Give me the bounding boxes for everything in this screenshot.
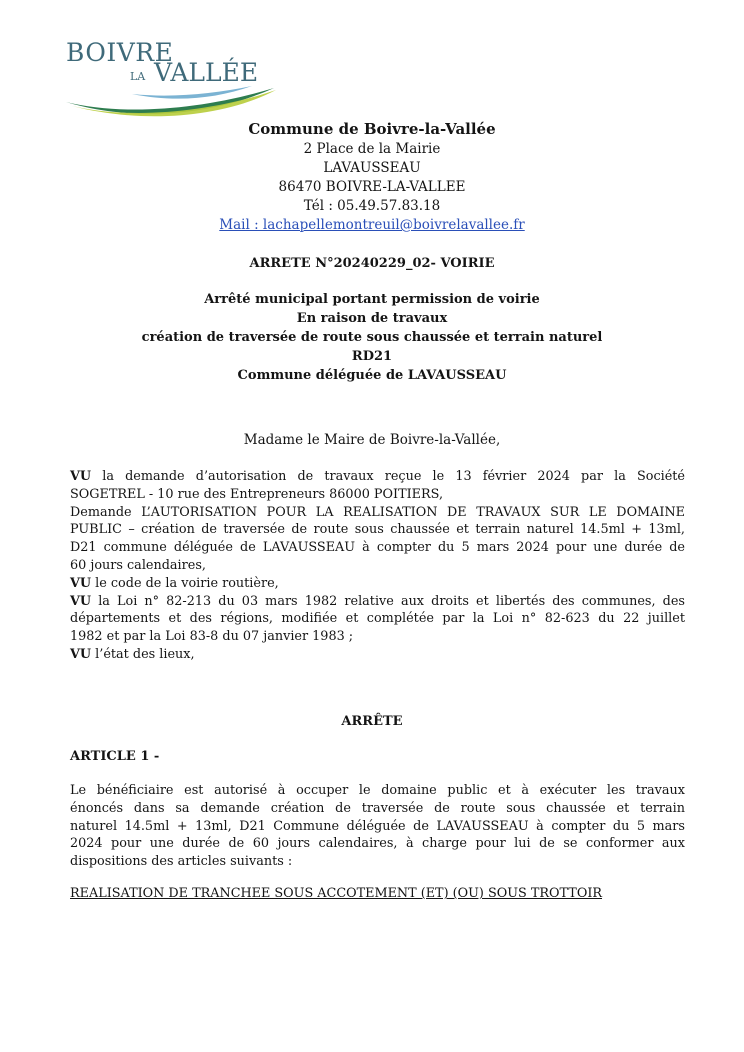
- article-1-heading: ARTICLE 1 -: [70, 749, 160, 764]
- visa-line: PUBLIC – création de traversée de route sous chaussée et terrain naturel 14.5ml + 13ml,: [70, 522, 685, 538]
- title-line-4: RD21: [351, 349, 393, 364]
- visa-line: [70, 646, 685, 664]
- phone-number: Tél : 05.49.57.83.18: [303, 198, 441, 214]
- article-line: dispositions des articles suivants :: [70, 854, 293, 870]
- visa-line: [70, 575, 685, 593]
- address-postcode: 86470 BOIVRE-LA-VALLEE: [278, 179, 466, 195]
- article-line: naturel 14.5ml + 13ml, D21 Commune déléguée de LAVAUSSEAU à compter du 5 mars: [70, 818, 685, 834]
- logo-word-vallee: VALLÉE: [154, 58, 259, 87]
- title-line-2: En raison de travaux: [296, 311, 448, 326]
- article-line: énoncés dans sa demande création de traversée de route sous chaussée et terrain: [70, 800, 685, 816]
- visa-text: le code de la voirie routière,: [91, 575, 279, 591]
- arrete-heading: ARRÊTE: [341, 714, 403, 729]
- vu-label: VU: [70, 646, 92, 662]
- arrete-number: ARRETE N°20240229_02- VOIRIE: [249, 256, 495, 271]
- address-street: 2 Place de la Mairie: [303, 141, 441, 157]
- logo-word-la: LA: [130, 70, 146, 83]
- logo-word-boivre: BOIVRE: [66, 38, 174, 67]
- visa-line: [70, 468, 685, 486]
- commune-logo: [62, 36, 282, 118]
- address-locality: LAVAUSSEAU: [323, 160, 421, 176]
- visa-text: la demande d’autorisation de travaux reçue le 13 février 2024 par la Société: [91, 469, 685, 484]
- visa-line: 60 jours calendaires,: [70, 557, 206, 573]
- salutation: Madame le Maire de Boivre-la-Vallée,: [243, 432, 501, 448]
- title-line-1: Arrêté municipal portant permission de voirie: [204, 292, 540, 307]
- title-line-5: Commune déléguée de LAVAUSSEAU: [237, 368, 507, 383]
- vu-label: VU: [70, 593, 92, 609]
- vu-label: VU: [70, 469, 92, 484]
- visa-text: l’état des lieux,: [91, 646, 195, 662]
- visa-line: D21 commune déléguée de LAVAUSSEAU à compter du 5 mars 2024 pour une durée de: [70, 540, 685, 556]
- visa-text: la Loi n° 82-213 du 03 mars 1982 relative aux droits et libertés des communes, des: [91, 593, 685, 609]
- logo-swoosh-icon: [62, 76, 282, 118]
- visa-line: départements et des régions, modifiée et complétée par la Loi n° 82-623 du 22 juillet: [70, 611, 685, 627]
- mail-link[interactable]: Mail : lachapellemontreuil@boivrelavallee.fr: [219, 217, 525, 233]
- section-subheading: REALISATION DE TRANCHEE SOUS ACCOTEMENT (ET) (OU) SOUS TROTTOIR: [70, 886, 603, 901]
- visa-line: 1982 et par la Loi 83-8 du 07 janvier 1983 ;: [70, 629, 354, 645]
- article-line: Le bénéficiaire est autorisé à occuper le domaine public et à exécuter les travaux: [70, 783, 685, 798]
- article-1-body: [70, 782, 685, 871]
- visa-line: SOGETREL - 10 rue des Entrepreneurs 86000 POITIERS,: [70, 486, 444, 502]
- vu-label: VU: [70, 575, 92, 591]
- visas-block: [70, 468, 685, 664]
- visa-line: Demande L’AUTORISATION POUR LA REALISATION DE TRAVAUX SUR LE DOMAINE: [70, 504, 685, 520]
- article-line: 2024 pour une durée de 60 jours calendaires, à charge pour lui de se conformer aux: [70, 836, 685, 852]
- title-line-3: création de traversée de route sous chaussée et terrain naturel: [141, 330, 603, 345]
- visa-line: [70, 593, 685, 611]
- commune-name: Commune de Boivre-la-Vallée: [248, 120, 496, 138]
